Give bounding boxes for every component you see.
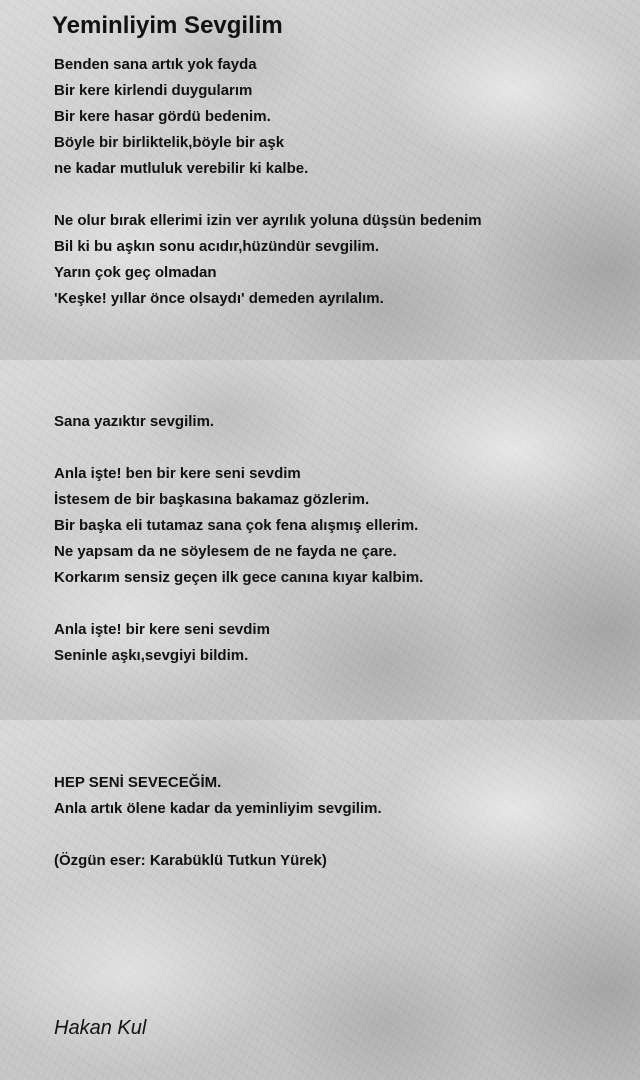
author-name: Hakan Kul [54, 1017, 147, 1039]
poem-line: Sana yazıktır sevgilim. [54, 413, 215, 430]
poem-panel-3 [0, 720, 640, 1080]
stanza-7 [54, 848, 327, 874]
stanza-3 [54, 409, 214, 435]
poem-line: 'Keşke! yıllar önce olsaydı' demeden ayrılalım. [54, 290, 384, 307]
poem-title: Yeminliyim Sevgilim [52, 12, 283, 39]
poem-line: ne kadar mutluluk verebilir ki kalbe. [54, 160, 309, 177]
stanza-4 [54, 461, 423, 591]
poem-line: Seninle aşkı,sevgiyi bildim. [54, 647, 249, 664]
poem-line: Ne olur bırak ellerimi izin ver ayrılık yoluna düşsün bedenim [54, 212, 482, 229]
poem-line: Anla işte! ben bir kere seni sevdim [54, 465, 301, 482]
poem-line: Benden sana artık yok fayda [54, 56, 257, 73]
stanza-2 [54, 208, 482, 312]
poem-line: Anla artık ölene kadar da yeminliyim sevgilim. [54, 800, 382, 817]
poem-line: Bir kere kirlendi duygularım [54, 82, 253, 99]
poem-line: Ne yapsam da ne söylesem de ne fayda ne çare. [54, 543, 397, 560]
poem-line: Bir kere hasar gördü bedenim. [54, 108, 271, 125]
poem-line: Anla işte! bir kere seni sevdim [54, 621, 270, 638]
poem-panel-2 [0, 360, 640, 720]
poem-line: HEP SENİ SEVECEĞİM. [54, 774, 222, 791]
stanza-1 [54, 52, 308, 182]
poem-line: Korkarım sensiz geçen ilk gece canına kıyar kalbim. [54, 569, 424, 586]
poem-line: İstesem de bir başkasına bakamaz gözlerim. [54, 491, 370, 508]
poem-line: Bir başka eli tutamaz sana çok fena alışmış ellerim. [54, 517, 419, 534]
poem-line: Yarın çok geç olmadan [54, 264, 217, 281]
stanza-5 [54, 617, 270, 669]
stanza-6 [54, 770, 382, 822]
poem-panel-1 [0, 0, 640, 360]
poem-line: Bil ki bu aşkın sonu acıdır,hüzündür sevgilim. [54, 238, 380, 255]
poem-line: (Özgün eser: Karabüklü Tutkun Yürek) [54, 852, 327, 869]
poem-line: Böyle bir birliktelik,böyle bir aşk [54, 134, 285, 151]
